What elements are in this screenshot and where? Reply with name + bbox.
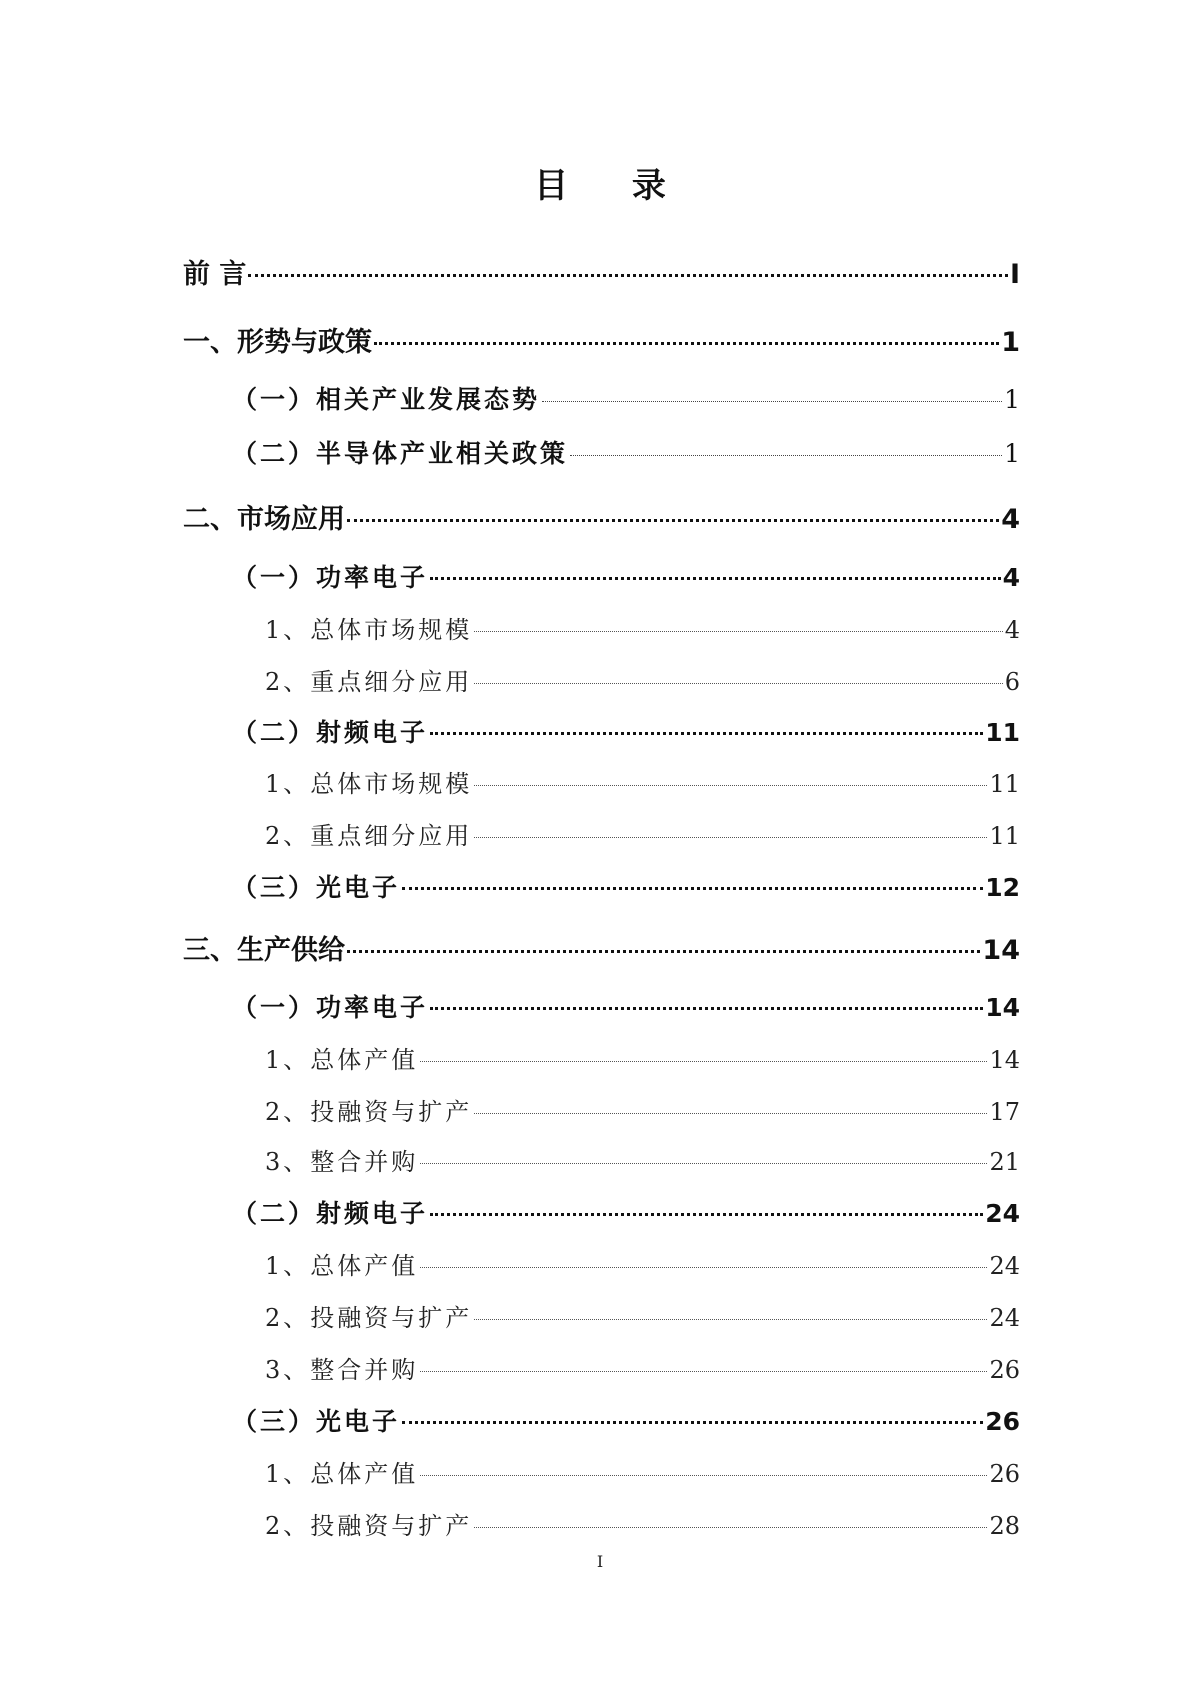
dot-leader — [474, 1319, 987, 1320]
dot-leader — [430, 732, 983, 735]
toc-entry-subsection[interactable] — [265, 1506, 1020, 1541]
toc-entry-page: 1 — [1001, 327, 1020, 358]
toc-entry-label: （一）相关产业发展态势 — [232, 385, 541, 414]
toc-entry-section[interactable] — [232, 434, 1020, 470]
toc-entry-section[interactable] — [232, 558, 1020, 594]
toc-entry-label: 2、投融资与扩产 — [265, 1512, 473, 1540]
toc-entry-label: （三）光电子 — [232, 873, 401, 902]
toc-entry-label: 1、总体产值 — [265, 1460, 419, 1488]
toc-entry-page: 11 — [989, 822, 1020, 850]
dot-leader — [420, 1267, 987, 1268]
toc-entry-page: I — [1009, 259, 1020, 290]
toc-entry-label: （二）射频电子 — [232, 1199, 429, 1228]
toc-entry-label: 1、总体市场规模 — [265, 616, 473, 644]
toc-entry-page: 11 — [989, 770, 1020, 798]
dot-leader — [420, 1371, 987, 1372]
dot-leader — [248, 274, 1008, 277]
toc-entry-preface[interactable] — [183, 252, 1020, 291]
toc-entry-section[interactable] — [232, 713, 1020, 749]
dot-leader — [474, 631, 1002, 632]
toc-entry-label: 2、投融资与扩产 — [265, 1098, 473, 1126]
toc-entry-page: 11 — [985, 718, 1020, 747]
toc-entry-label: （一）功率电子 — [232, 993, 429, 1022]
toc-entry-page: 26 — [989, 1460, 1020, 1488]
toc-entry-page: 1 — [1004, 439, 1020, 468]
toc-entry-subsection[interactable] — [265, 1350, 1020, 1385]
toc-entry-section[interactable] — [232, 868, 1020, 904]
dot-leader — [402, 1421, 983, 1424]
toc-entry-page: 14 — [989, 1046, 1020, 1074]
toc-entry-subsection[interactable] — [265, 1092, 1020, 1127]
toc-entry-page: 12 — [985, 873, 1020, 902]
toc-entry-label: 1、总体产值 — [265, 1046, 419, 1074]
toc-entry-label: （二）射频电子 — [232, 718, 429, 747]
dot-leader — [474, 683, 1002, 684]
dot-leader — [570, 455, 1002, 456]
toc-entry-page: 26 — [989, 1356, 1020, 1384]
dot-leader — [420, 1163, 987, 1164]
dot-leader — [474, 837, 987, 838]
toc-entry-section[interactable] — [232, 988, 1020, 1024]
toc-entry-label: 二、市场应用 — [183, 504, 345, 535]
toc-entry-page: 17 — [989, 1098, 1020, 1126]
toc-entry-label: 2、重点细分应用 — [265, 822, 473, 850]
toc-entry-subsection[interactable] — [265, 764, 1020, 799]
toc-entry-page: 14 — [982, 935, 1020, 966]
page-title: 目 录 — [534, 166, 692, 206]
toc-entry-label: （二）半导体产业相关政策 — [232, 439, 569, 468]
toc-entry-label: 一、形势与政策 — [183, 327, 372, 358]
dot-leader — [347, 519, 999, 522]
toc-entry-label: 三、生产供给 — [183, 935, 345, 966]
toc-entry-section[interactable] — [232, 380, 1020, 416]
dot-leader — [474, 1113, 987, 1114]
dot-leader — [542, 401, 1002, 402]
toc-entry-subsection[interactable] — [265, 816, 1020, 851]
dot-leader — [430, 1007, 983, 1010]
toc-entry-page: 6 — [1004, 668, 1020, 696]
toc-entry-subsection[interactable] — [265, 1246, 1020, 1281]
dot-leader — [430, 577, 1001, 580]
toc-entry-page: 1 — [1004, 385, 1020, 414]
dot-leader — [402, 887, 983, 890]
toc-entry-label: （一）功率电子 — [232, 563, 429, 592]
dot-leader — [474, 1527, 987, 1528]
toc-entry-page: 14 — [985, 993, 1020, 1022]
toc-entry-section[interactable] — [232, 1402, 1020, 1438]
toc-entry-label: 3、整合并购 — [265, 1148, 419, 1176]
dot-leader — [374, 342, 999, 345]
toc-entry-label: 3、整合并购 — [265, 1356, 419, 1384]
toc-entry-chapter-1[interactable] — [183, 320, 1020, 359]
toc-entry-page: 4 — [1004, 616, 1020, 644]
toc-entry-subsection[interactable] — [265, 1142, 1020, 1177]
toc-entry-page: 24 — [989, 1304, 1020, 1332]
dot-leader — [347, 950, 980, 953]
dot-leader — [420, 1061, 987, 1062]
dot-leader — [420, 1475, 987, 1476]
toc-entry-subsection[interactable] — [265, 1040, 1020, 1075]
toc-entry-page: 21 — [989, 1148, 1020, 1176]
toc-entry-label: 1、总体产值 — [265, 1252, 419, 1280]
toc-entry-label: （三）光电子 — [232, 1407, 401, 1436]
toc-entry-chapter-3[interactable] — [183, 928, 1020, 967]
footer-page-number: I — [596, 1552, 604, 1571]
toc-entry-page: 4 — [1002, 563, 1020, 592]
toc-entry-section[interactable] — [232, 1194, 1020, 1230]
toc-entry-subsection[interactable] — [265, 1454, 1020, 1489]
toc-entry-page: 4 — [1001, 504, 1020, 535]
toc-entry-page: 24 — [989, 1252, 1020, 1280]
dot-leader — [430, 1213, 983, 1216]
toc-entry-label: 前 言 — [183, 259, 247, 290]
toc-entry-chapter-2[interactable] — [183, 497, 1020, 536]
toc-entry-page: 28 — [989, 1512, 1020, 1540]
toc-entry-subsection[interactable] — [265, 662, 1020, 697]
toc-entry-page: 24 — [985, 1199, 1020, 1228]
toc-entry-subsection[interactable] — [265, 1298, 1020, 1333]
dot-leader — [474, 785, 987, 786]
toc-entry-label: 2、重点细分应用 — [265, 668, 473, 696]
toc-entry-label: 2、投融资与扩产 — [265, 1304, 473, 1332]
toc-entry-label: 1、总体市场规模 — [265, 770, 473, 798]
toc-entry-page: 26 — [985, 1407, 1020, 1436]
toc-entry-subsection[interactable] — [265, 610, 1020, 645]
